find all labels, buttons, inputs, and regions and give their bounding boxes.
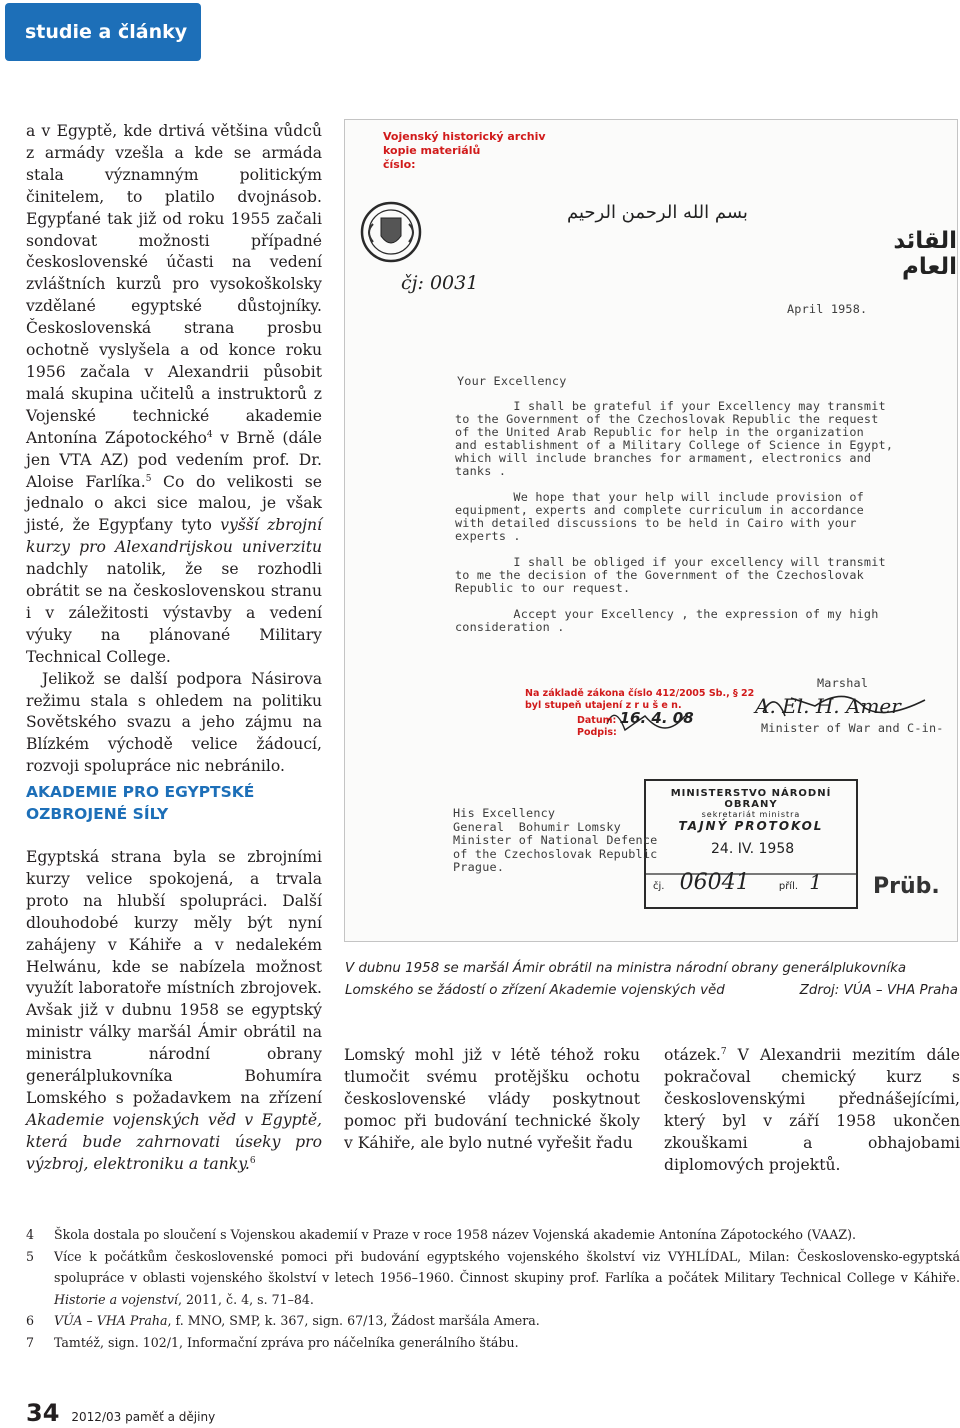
letter-line: I shall be obliged if your excellency will transmit (455, 555, 886, 569)
letter-line: equipment, experts and complete curriculum in accordance (455, 503, 864, 517)
page-footer (26, 1399, 215, 1427)
section-heading (26, 781, 322, 825)
text-run: Tamtéž, sign. 102/1, Informační zpráva pro náčelníka generálního štábu. (54, 1334, 519, 1350)
declass-sign-label: Podpis: (577, 727, 617, 738)
italic-run: vyšší zbrojní kurzy pro Alexandrijskou univerzitu (26, 516, 322, 557)
stamp-line: TAJNÝ PROTOKOL (678, 819, 824, 833)
caption-text: V dubnu 1958 se maršál Ámir obrátil na ministra národní obrany generálplukovníka Lomského se žádostí o zřízení Akademie vojenských věd (345, 961, 907, 998)
footnote-number: 5 (26, 1248, 35, 1264)
letter-line (455, 542, 893, 555)
stamp-line: MINISTERSTVO NÁRODNÍ OBRANY (670, 788, 832, 810)
handwritten-reference: čj: 0031 (401, 272, 479, 294)
stamp-cj-label: čj. (653, 881, 665, 892)
article-column-left-bottom (26, 847, 322, 1176)
arabic-letterhead-title: القائد العام (893, 228, 957, 280)
stamp-date: 24. IV. 1958 (711, 841, 795, 857)
footnote (26, 1332, 960, 1354)
article-column-left-top (26, 121, 322, 778)
letter-line: which will include branches for armament, electronics and (455, 451, 872, 465)
archive-label-line: Vojenský historický archiv (383, 130, 546, 143)
handwritten-signature: A. El. H. Amer (755, 694, 901, 718)
italic-run: Akademie vojenských věd v Egyptě, která bude zahrnovati úseky pro výzbroj, elektroniku a tanky. (26, 1110, 322, 1173)
italic-run: Historie a vojenství (54, 1291, 178, 1307)
article-paragraph (26, 121, 322, 669)
letter-line: tanks . (455, 464, 507, 478)
arabic-basmala: بسم الله الرحمن الرحيم (567, 202, 748, 223)
figure-caption (345, 958, 958, 1002)
footnote-ref: 6 (249, 1155, 256, 1166)
letter-line: and establishment of a Military College of Science in Egypt, (455, 438, 894, 452)
article-paragraph: Lomský mohl již v létě téhož roku tlumočit svému protějšku ochotu československé vlády poskytnout pomoc při budování technické školy v Káhiře, ale bylo nutné vyřešit řadu (344, 1046, 640, 1152)
letter-line: experts . (455, 529, 521, 543)
stamp-prub: Prüb. (873, 874, 940, 899)
text-run: Škola dostala po sloučení s Vojenskou akademií v Praze v roce 1958 název Vojenská akademie Antonína Zápotockého (VAAZ). (54, 1227, 856, 1242)
address-line: His Excellency (453, 806, 556, 820)
article-paragraph (664, 1045, 960, 1176)
caption-source: Zdroj: VÚA – VHA Praha (799, 983, 958, 998)
section-tab: studie a články (5, 3, 201, 61)
declass-date-label: Datum: (577, 715, 617, 726)
footnote-text (54, 1332, 960, 1354)
article-paragraph (26, 847, 322, 1176)
text-run: v Brně (dále jen VTA AZ) pod vedením prof. Dr. Aloise Farlíka. (26, 428, 322, 491)
heading-line: OZBROJENÉ SÍLY (26, 805, 169, 823)
registry-stamp (651, 788, 851, 857)
issue-label: 2012/03 paměť a dějiny (71, 1410, 216, 1424)
archival-document-image (344, 119, 958, 942)
letter-line (455, 594, 893, 607)
signature-title: Marshal (817, 676, 869, 690)
letter-line (455, 477, 893, 490)
footnote-text (54, 1310, 960, 1332)
page-number: 34 (26, 1399, 60, 1427)
address-line: Prague. (453, 860, 505, 874)
text-run: Egyptská strana byla se zbrojními kurzy velice spokojená, a trvala proto na hlubší spolupráci. Další dlouhodobé kurzy měly být nyní zahájeny v Káhiře a v nedalekém Helwánu, kde se nabízela možnost využít laboratoře místních zbrojovek. Avšak již v dubnu 1958 se egyptský ministr války maršál Ámir obrátil na ministra národní obrany generálplukovníka Bohumíra Lomského s požadavkem na zřízení (26, 848, 322, 1107)
letter-body (455, 399, 893, 633)
declass-date-value: 16. 4. 08 (619, 709, 694, 727)
letter-line: I shall be grateful if your Excellency may transmit (455, 399, 886, 413)
text-run: , 2011, č. 4, s. 71–84. (177, 1291, 314, 1307)
letter-line: to me the decision of the Government of the Czechoslovak (455, 568, 864, 582)
footnote-ref: 7 (720, 1046, 727, 1057)
letter-line: Accept your Excellency , the expression of my high (455, 607, 879, 621)
letter-line: consideration . (455, 620, 565, 634)
heading-line: AKADEMIE PRO EGYPTSKÉ (26, 783, 255, 801)
footnote-number: 6 (26, 1313, 35, 1329)
text-run: Co do velikosti se jednalo o akci sice malou, je však jisté, že Egypťany tyto (26, 472, 322, 535)
declassification-stamp (525, 688, 754, 739)
archive-label (383, 130, 546, 172)
article-column-middle (344, 1045, 640, 1155)
text-run: otázek. (664, 1046, 721, 1064)
footnote (26, 1246, 960, 1311)
footnote-ref: 4 (206, 429, 213, 440)
article-column-right (664, 1045, 960, 1176)
stamp-cj-value: 06041 (679, 870, 750, 895)
letter-salutation: Your Excellency (457, 374, 567, 388)
text-run: V Alexandrii mezitím dále pokračoval chemický kurz s československými přednášejícími, který byl v září 1958 ukončen zkouškami a obhajobami diplomových projektů. (664, 1046, 960, 1174)
stamp-cj (653, 870, 822, 895)
footnote-ref: 5 (145, 473, 152, 484)
text-run: a v Egyptě, kde drtivá většina vůdců z armády vzešla a kde se armáda stala významným politickým činitelem, to platilo dvojnásob. Egypťané tak již od roku 1955 začali sondovat možnosti případné československé účasti na vedení zvláštních kurzů pro vysokoškolsky vzdělané egyptské důstojníky. Československá strana prosbu ochotně vyslyšela a od konce roku 1956 začala v Alexandrii působit malá skupina učitelů a instruktorů z Vojenské technické akademie Antonína Zápotockého (26, 122, 322, 447)
declass-line: Na základě zákona číslo 412/2005 Sb., § 22 (525, 688, 755, 699)
address-block (453, 806, 657, 874)
stamp-pril-label: příl. (778, 881, 799, 892)
emblem-seal-icon (362, 203, 420, 261)
footnote-text (54, 1246, 960, 1311)
letter-line: Republic to our request. (455, 581, 631, 595)
stamp-line: sekretariát ministra (701, 810, 801, 819)
italic-run: VÚA – VHA Praha (54, 1313, 168, 1329)
footnote (26, 1224, 960, 1246)
letter-line: of the United Arab Republic for help in the organization (455, 425, 864, 439)
signature-role: Minister of War and C-in- (761, 721, 944, 735)
footnote-number: 7 (26, 1334, 35, 1350)
footnote-text (54, 1224, 960, 1246)
letter-date: April 1958. (787, 302, 868, 316)
archive-label-line: číslo: (383, 158, 416, 171)
declass-line: byl stupeň utajení z r u š e n. (525, 700, 682, 711)
letter-line: We hope that your help will include provision of (455, 490, 864, 504)
address-line: of the Czechoslovak Republic (453, 846, 658, 861)
letter-line: with detailed discussions to be held in Cairo with your (455, 516, 857, 530)
footnote-number: 4 (26, 1227, 35, 1242)
address-line: General Bohumir Lomsky (453, 819, 621, 834)
text-run: Více k počátkům československé pomoci při budování egyptského vojenského školství viz VYHLÍDAL, Milan: Československo-egyptská spolupráce v oblasti vojenského školství v letech 1956–1960. Činnost skupiny prof. Farlíka a počátek Military Technical College v Káhiře. (54, 1248, 960, 1286)
footnotes (26, 1224, 960, 1354)
archive-label-line: kopie materiálů (383, 144, 481, 157)
letter-line: to the Government of the Czechoslovak Republic the request (455, 412, 879, 426)
address-line: Minister of National Defence (453, 833, 658, 847)
stamp-pril-value: 1 (809, 870, 822, 894)
footnote (26, 1310, 960, 1332)
text-run: nadchly natolik, že se rozhodli obrátit se na československou stranu i v záležitosti výstavby a vedení výuky na plánované Military Technical College. (26, 560, 322, 666)
text-run: , f. MNO, SMP, k. 367, sign. 67/13, Žádost maršála Amera. (167, 1313, 540, 1329)
article-paragraph: Jelikož se další podpora Násirova režimu stala s ohledem na politiku Sovětského svazu a jeho zájmu na Blízkém východě velice žádoucí, rozvoji spolupráce nic nebránilo. (26, 669, 322, 776)
